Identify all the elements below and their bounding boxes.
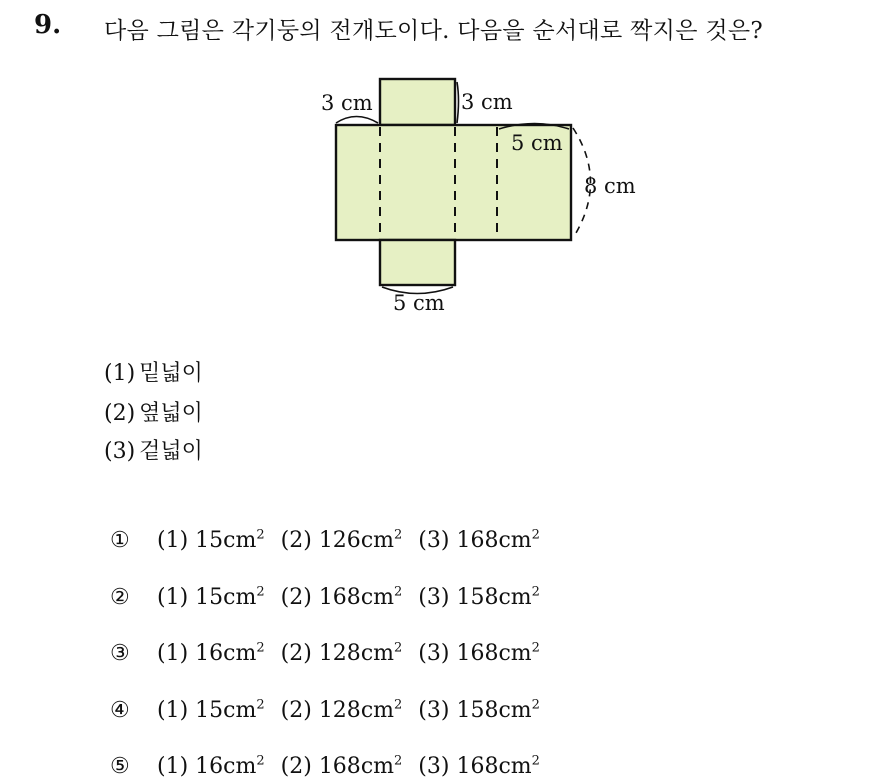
sub-question-number: (2) [104,401,136,426]
dim-label-right: 8 cm [584,174,636,198]
face-top-base [380,79,455,125]
choice-mark: ② [110,585,130,611]
sub-question-label: 겉넓이 [139,439,203,464]
face-bottom-base [380,240,455,285]
choice-part: (1) $15cm^2$ [157,585,265,611]
choice-part: (2) $128cm^2$ [280,698,403,724]
question-text: 다음 그림은 각기둥의 전개도이다. 다음을 순서대로 짝지은 것은? [104,18,763,44]
choice-part: (2) $168cm^2$ [280,585,403,611]
dim-label-top-right: 3 cm [461,90,513,114]
choice-part: (3) $158cm^2$ [418,698,540,724]
answer-choice-4[interactable] [110,698,549,723]
choice-part: (2) $128cm^2$ [280,641,403,667]
choice-part: (1) $16cm^2$ [157,754,265,780]
choice-mark: ④ [110,698,130,724]
sub-question-label: 옆넓이 [139,401,203,426]
sub-question-1 [104,356,203,387]
sub-question-label: 밑넓이 [139,361,203,386]
answer-choice-3[interactable] [110,641,549,666]
choice-part: (3) $168cm^2$ [418,641,540,667]
choice-mark: ③ [110,641,130,667]
sub-question-3 [104,434,203,465]
dim-arc-top-right [457,82,459,123]
choice-part: (1) $16cm^2$ [157,641,265,667]
dim-label-bottom: 5 cm [393,291,445,315]
choice-part: (1) $15cm^2$ [157,698,265,724]
dim-label-top-left: 3 cm [321,91,373,115]
choice-part: (1) $15cm^2$ [157,528,265,554]
choice-part: (2) $168cm^2$ [280,754,403,780]
answer-choice-2[interactable] [110,585,549,610]
choice-mark: ① [110,528,130,554]
sub-question-number: (3) [104,439,136,464]
question-number: 9. [34,10,62,40]
sub-question-2 [104,396,203,427]
choice-part: (2) $126cm^2$ [280,528,403,554]
choice-part: (3) $168cm^2$ [418,528,540,554]
sub-question-number: (1) [104,361,136,386]
answer-choice-1[interactable] [110,528,549,553]
choice-part: (3) $158cm^2$ [418,585,540,611]
answer-choice-5[interactable] [110,754,549,779]
choice-part: (3) $168cm^2$ [418,754,540,780]
dim-label-inner: 5 cm [511,131,563,155]
dim-arc-top-left [336,117,378,124]
choice-mark: ⑤ [110,754,130,780]
